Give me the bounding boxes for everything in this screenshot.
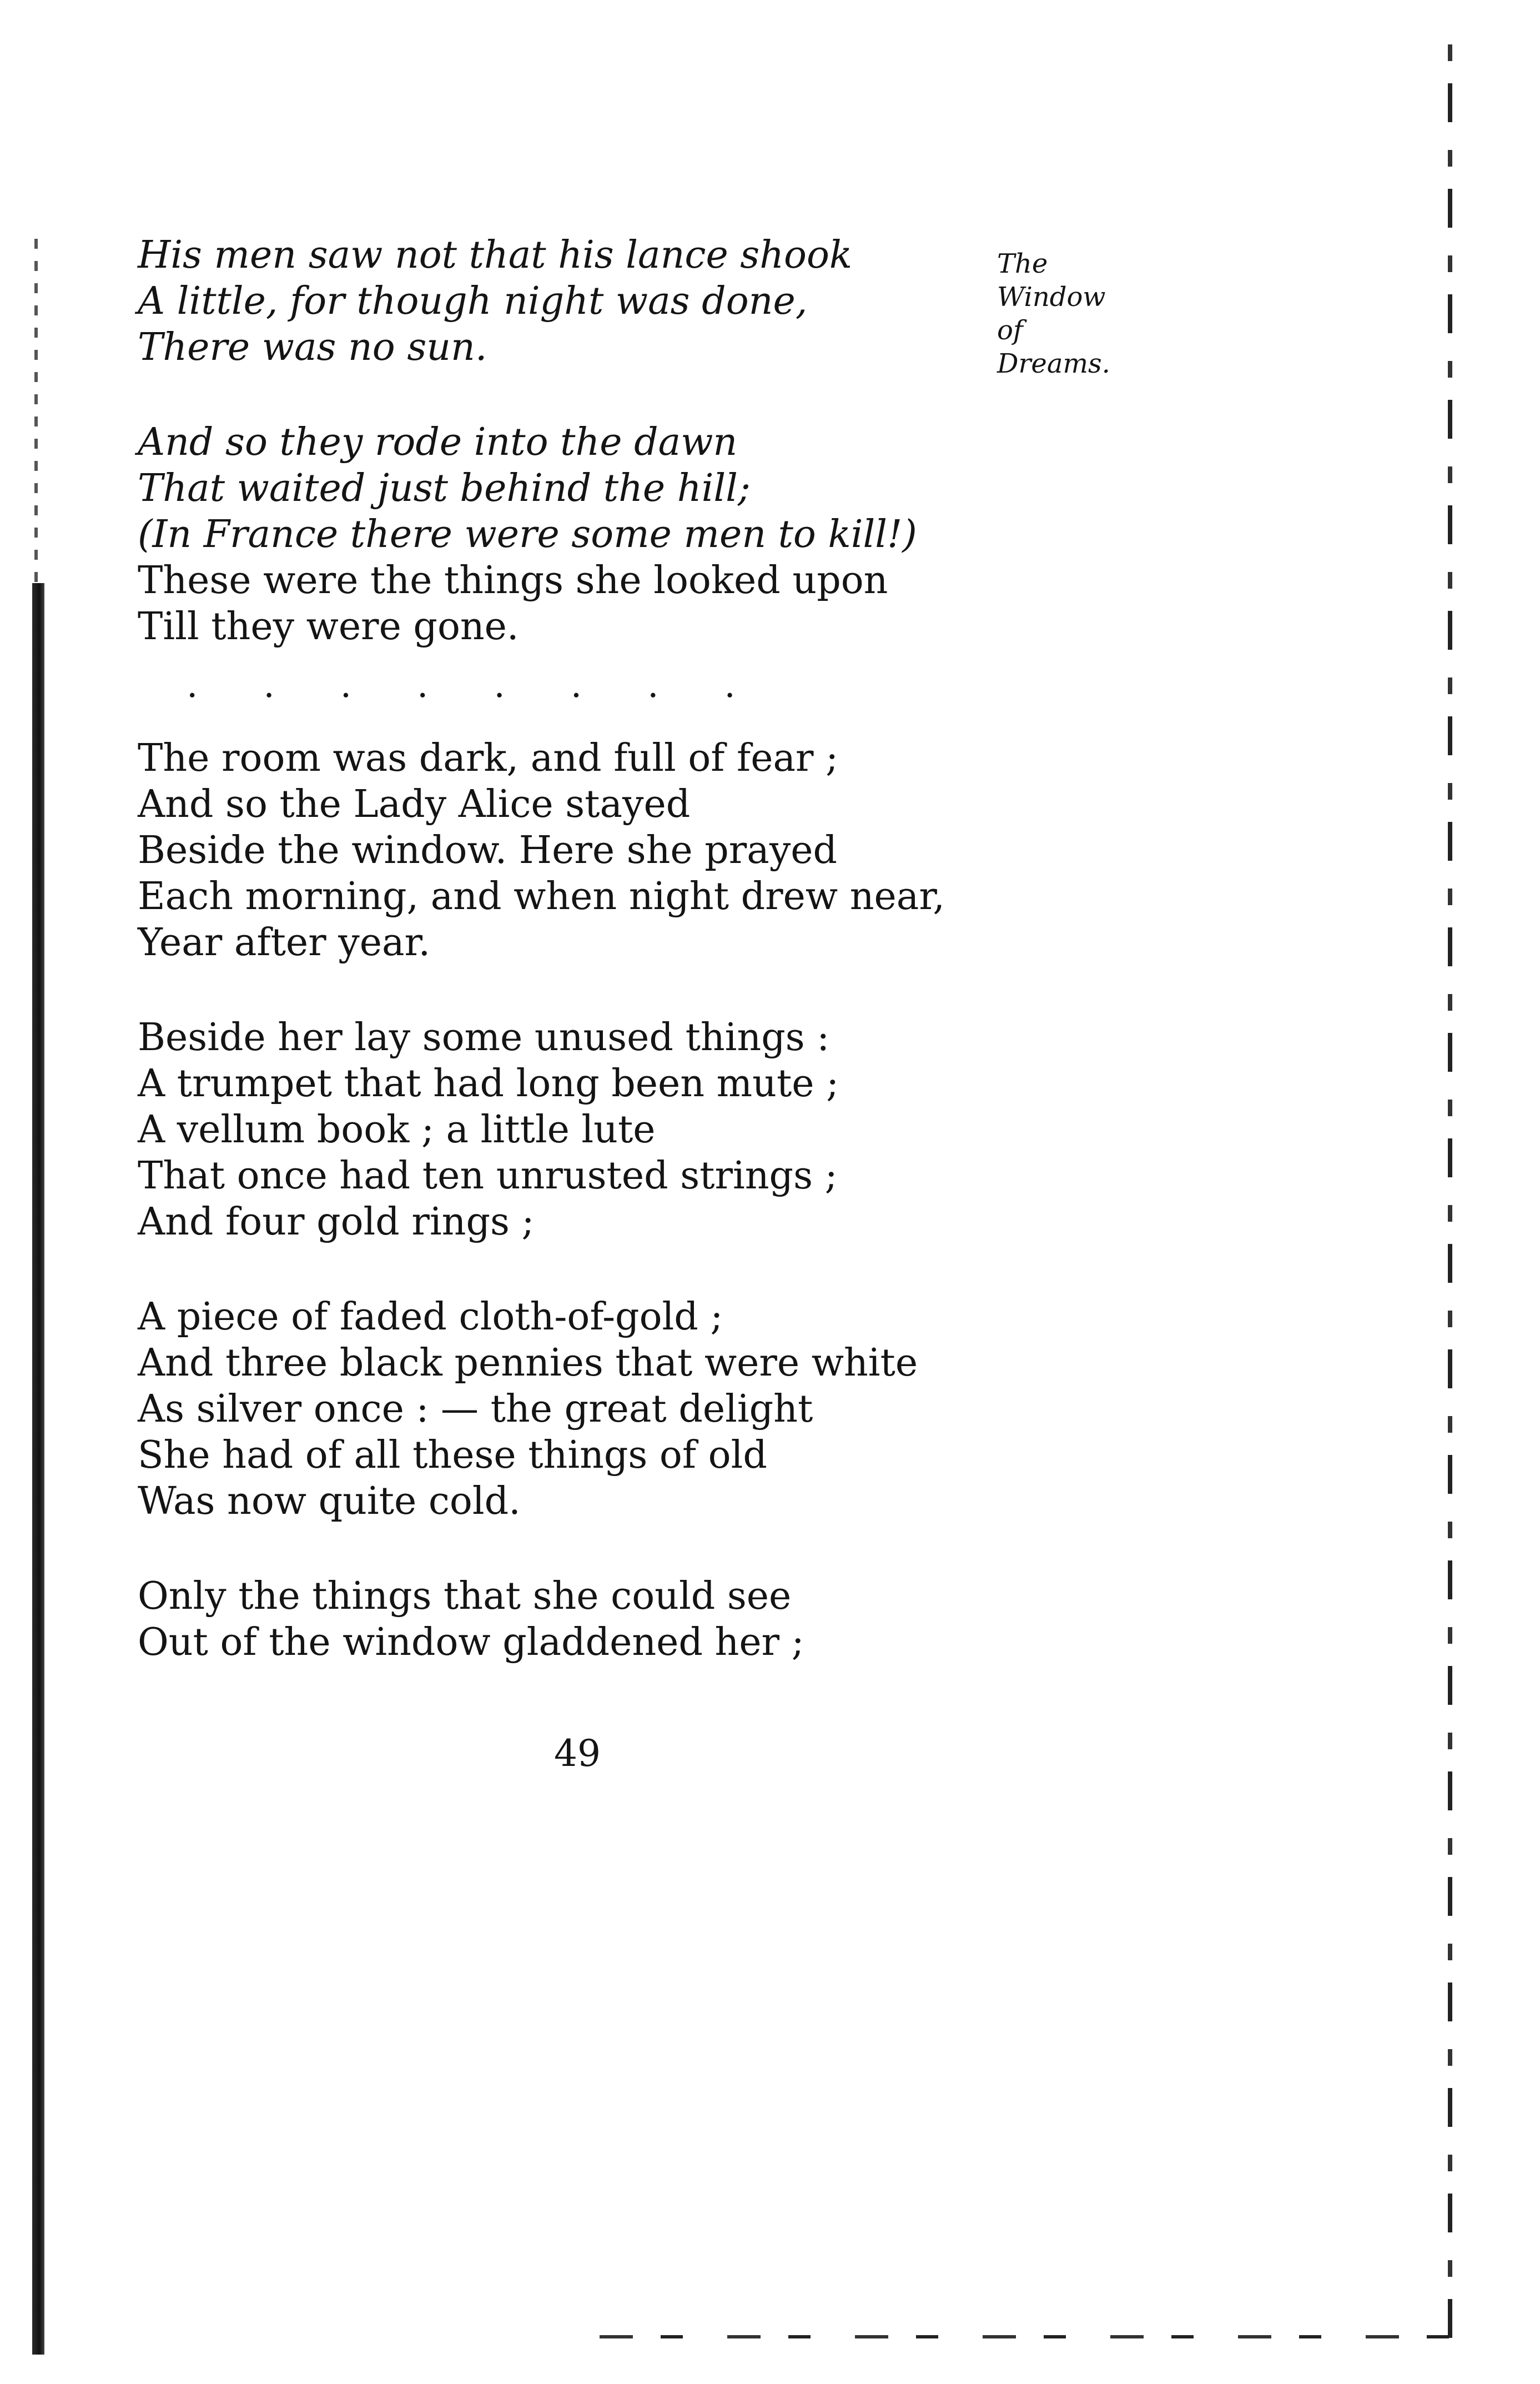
scan-edge-left-top	[34, 239, 38, 583]
verse-line: A piece of faded cloth-of-gold ;	[138, 1295, 723, 1339]
verse-line: Each morning, and when night drew near,	[138, 875, 945, 919]
sidenote-line: Dreams.	[997, 348, 1110, 379]
stanza	[138, 558, 1037, 650]
verse-line: Year after year.	[138, 921, 431, 965]
verse-line: (In France there were some men to kill!)	[138, 513, 917, 556]
verse-line: And four gold rings ;	[138, 1200, 535, 1244]
scan-edge-bottom	[600, 2335, 1466, 2338]
scan-edge-right	[1448, 44, 1452, 2349]
stanza	[138, 735, 1037, 966]
verse-line: As silver once : — the great delight	[138, 1387, 813, 1431]
verse-line: And so they rode into the dawn	[138, 420, 738, 464]
verse-line: There was no sun.	[138, 325, 487, 369]
verse-line: Beside her lay some unused things :	[138, 1016, 830, 1060]
section-divider: ........	[187, 665, 801, 706]
poem-text	[138, 232, 1037, 1665]
verse-line: Was now quite cold.	[138, 1479, 521, 1523]
verse-line: These were the things she looked upon	[138, 559, 888, 603]
verse-line: Out of the window gladdened her ;	[138, 1620, 804, 1664]
verse-line: A trumpet that had long been mute ;	[138, 1062, 839, 1106]
sidenote-line: The	[997, 248, 1048, 279]
verse-line: Beside the window. Here she prayed	[138, 829, 838, 872]
verse-line: Till they were gone.	[138, 605, 519, 649]
sidenote-line: of	[997, 315, 1023, 346]
scan-edge-left	[32, 583, 44, 2355]
stanza	[138, 232, 1037, 370]
stanza	[138, 1573, 1037, 1665]
stanza	[138, 1015, 1037, 1245]
sidenote-line: Window	[997, 282, 1106, 313]
verse-line: That once had ten unrusted strings ;	[138, 1154, 838, 1198]
verse-line: A vellum book ; a little lute	[138, 1108, 656, 1152]
page-number: 49	[554, 1732, 601, 1775]
stanza	[138, 419, 1037, 558]
verse-line: And three black pennies that were white	[138, 1341, 918, 1385]
verse-line: That waited just behind the hill;	[138, 466, 751, 510]
verse-line: She had of all these things of old	[138, 1433, 767, 1477]
verse-line: And so the Lady Alice stayed	[138, 782, 691, 826]
verse-line: His men saw not that his lance shook	[138, 233, 853, 277]
verse-line: Only the things that she could see	[138, 1574, 792, 1618]
verse-line: The room was dark, and full of fear ;	[138, 736, 839, 780]
verse-line: A little, for though night was done,	[138, 279, 808, 323]
stanza	[138, 1294, 1037, 1524]
